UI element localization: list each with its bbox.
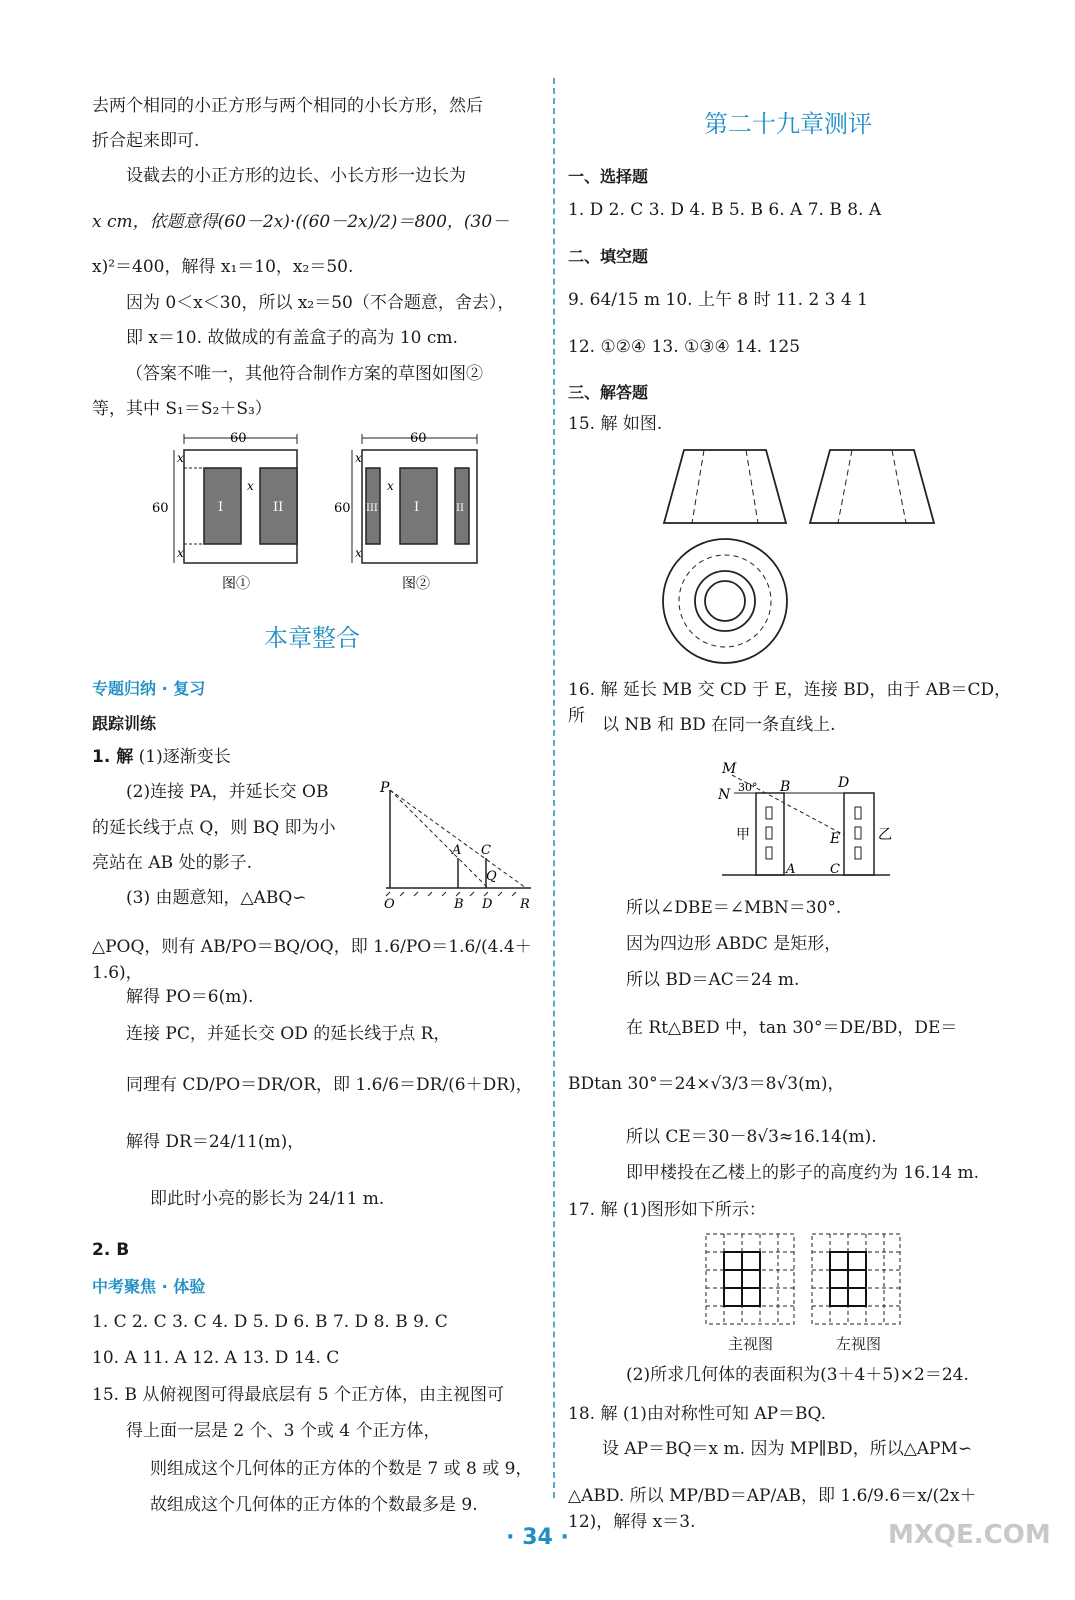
text-line: (3) 由题意知，△ABQ∽ bbox=[126, 888, 307, 908]
fig-label: 60 bbox=[410, 431, 427, 446]
fig-label: x bbox=[177, 451, 184, 465]
column-divider bbox=[553, 78, 555, 1498]
text-line: 设 AP＝BQ＝x m. 因为 MP∥BD，所以△APM∽ bbox=[602, 1439, 973, 1459]
text-line: 18. 解 (1)由对称性可知 AP＝BQ. bbox=[568, 1404, 827, 1424]
answer-line: 2. B bbox=[92, 1240, 130, 1260]
text-line: 同理有 CD/PO＝DR/OR，即 1.6/6＝DR/(6＋DR)， bbox=[126, 1075, 533, 1095]
text-line: 解得 DR＝24/11(m)， bbox=[126, 1132, 305, 1152]
text-line: △ABD. 所以 MP/BD＝AP/AB，即 1.6/9.6＝x/(2x＋12)，解得 x＝3. bbox=[568, 1486, 977, 1532]
three-views-figure bbox=[662, 448, 952, 678]
text-line: 折合起来即可. bbox=[92, 131, 200, 151]
text-line: 所以 BD＝AC＝24 m. bbox=[626, 970, 800, 990]
point-label: Q bbox=[486, 869, 497, 884]
section-heading: 中考聚焦 · 体验 bbox=[92, 1277, 206, 1296]
text-line: (2)所求几何体的表面积为(3＋4＋5)×2＝24. bbox=[626, 1365, 969, 1385]
text-line: 去两个相同的小正方形与两个相同的小长方形，然后 bbox=[92, 96, 483, 116]
watermark: MXQE.COM bbox=[888, 1520, 1051, 1550]
box-net-figures bbox=[152, 430, 512, 600]
fig-label: II bbox=[273, 500, 284, 515]
point-label: C bbox=[481, 843, 491, 858]
shadow-diagram bbox=[376, 780, 536, 910]
fig-label: III bbox=[366, 503, 378, 514]
text-line: 因为 0＜x＜30，所以 x₂＝50（不合题意，舍去）， bbox=[126, 293, 515, 313]
text-line: 即 x＝10. 故做成的有盖盒子的高为 10 cm. bbox=[126, 328, 458, 348]
point-label: A bbox=[786, 862, 796, 877]
fig-label: 60 bbox=[152, 501, 169, 516]
section-heading: 一、选择题 bbox=[568, 167, 649, 186]
answer-line: 1. D 2. C 3. D 4. B 5. B 6. A 7. B 8. A bbox=[568, 200, 882, 220]
figure-caption: 图① bbox=[222, 576, 250, 592]
text-line: 在 Rt△BED 中，tan 30°＝DE/BD，DE＝ bbox=[626, 1018, 958, 1038]
section-heading: 专题归纳 · 复习 bbox=[92, 679, 206, 698]
fig-label: x bbox=[355, 546, 362, 560]
point-label: D bbox=[482, 897, 493, 910]
text-line: x cm，依题意得(60－2x)·((60－2x)/2)＝800，(30－ bbox=[92, 212, 510, 232]
page-number: · 34 · bbox=[506, 1525, 569, 1550]
fig-label: x bbox=[387, 479, 394, 493]
text-line: 即此时小亮的影长为 24/11 m. bbox=[150, 1189, 385, 1209]
chapter-title: 第二十九章测评 bbox=[704, 110, 872, 138]
figure-2 bbox=[334, 431, 477, 592]
text-line: 15. B 从俯视图可得最底层有 5 个正方体，由主视图可 bbox=[92, 1385, 504, 1405]
point-label: A bbox=[452, 843, 462, 858]
building-label: 甲 bbox=[736, 827, 750, 843]
text-line: △POQ，则有 AB/PO＝BQ/OQ，即 1.6/PO＝1.6/(4.4＋1.6)， bbox=[92, 937, 532, 983]
point-label: N bbox=[718, 787, 731, 803]
answer-line: 9. 64/15 m 10. 上午 8 时 11. 2 3 4 1 bbox=[568, 290, 868, 310]
section-heading: 二、填空题 bbox=[568, 247, 649, 266]
fig-label: I bbox=[218, 500, 224, 515]
fig-label: 60 bbox=[334, 501, 351, 516]
text-line: 17. 解 (1)图形如下所示： bbox=[568, 1200, 766, 1220]
point-label: B bbox=[780, 779, 791, 795]
text-line: 得上面一层是 2 个、3 个或 4 个正方体， bbox=[126, 1421, 441, 1441]
view-caption: 主视图 bbox=[728, 1335, 774, 1353]
text-line: 解得 PO＝6(m). bbox=[126, 987, 254, 1007]
grid-views-figure bbox=[704, 1232, 904, 1332]
text-line: （答案不唯一，其他符合制作方案的草图如图② bbox=[126, 364, 483, 384]
text-line: x)²＝400，解得 x₁＝10，x₂＝50. bbox=[92, 257, 354, 277]
point-label: B bbox=[454, 897, 464, 910]
fig-label: I bbox=[414, 500, 420, 515]
point-label: D bbox=[838, 775, 850, 791]
section-heading: 三、解答题 bbox=[568, 383, 649, 402]
text-line: 所以 CE＝30－8√3≈16.14(m). bbox=[626, 1127, 877, 1147]
buildings-figure bbox=[718, 755, 898, 885]
answer-line: 10. A 11. A 12. A 13. D 14. C bbox=[92, 1348, 340, 1368]
chapter-title: 本章整合 bbox=[264, 624, 360, 652]
answer-line: 1. C 2. C 3. C 4. D 5. D 6. B 7. D 8. B 9. C bbox=[92, 1312, 448, 1332]
text-line: 因为四边形 ABDC 是矩形， bbox=[626, 934, 842, 954]
answer-text: (1)逐渐变长 bbox=[138, 747, 231, 767]
text-line: 所以∠DBE＝∠MBN＝30°. bbox=[626, 898, 842, 918]
point-label: C bbox=[830, 862, 840, 877]
text-line: 以 NB 和 BD 在同一条直线上. bbox=[602, 715, 836, 735]
section-heading: 跟踪训练 bbox=[92, 714, 157, 733]
point-label: M bbox=[722, 761, 737, 777]
point-label: R bbox=[520, 897, 530, 910]
figure-1 bbox=[152, 431, 297, 592]
fig-label: x bbox=[247, 479, 254, 493]
text-line: (2)连接 PA，并延长交 OB bbox=[126, 782, 329, 802]
text-line: 等，其中 S₁＝S₂＋S₃） bbox=[92, 399, 272, 419]
fig-label: x bbox=[177, 546, 184, 560]
text-line: 连接 PC，并延长交 OD 的延长线于点 R， bbox=[126, 1024, 451, 1044]
point-label: E bbox=[830, 831, 841, 847]
text-line: 则组成这个几何体的正方体的个数是 7 或 8 或 9， bbox=[150, 1459, 533, 1479]
text-line: 设截去的小正方形的边长、小长方形一边长为 bbox=[126, 166, 466, 186]
text-line: 16. 解 延长 MB 交 CD 于 E，连接 BD，由于 AB＝CD，所 bbox=[568, 680, 1012, 726]
text-line: BDtan 30°＝24×√3/3＝8√3(m)， bbox=[568, 1074, 845, 1094]
text-line: 的延长线于点 Q，则 BQ 即为小 bbox=[92, 818, 336, 838]
text-line: 故组成这个几何体的正方体的个数最多是 9. bbox=[150, 1495, 478, 1515]
text-line: 亮站在 AB 处的影子. bbox=[92, 853, 252, 873]
view-caption: 左视图 bbox=[836, 1335, 882, 1353]
fig-label: II bbox=[456, 503, 464, 514]
answer-line: 12. ①②④ 13. ①③④ 14. 125 bbox=[568, 337, 801, 357]
fig-label: x bbox=[355, 451, 362, 465]
point-label: P bbox=[380, 780, 390, 796]
question-number: 1. 解 bbox=[92, 747, 134, 767]
text-line: 即甲楼投在乙楼上的影子的高度约为 16.14 m. bbox=[626, 1163, 979, 1183]
angle-label: 30° bbox=[738, 781, 758, 794]
figure-caption: 图② bbox=[402, 576, 430, 592]
text-line bbox=[92, 745, 231, 771]
text-line: 15. 解 如图. bbox=[568, 414, 663, 434]
building-label: 乙 bbox=[878, 827, 892, 843]
point-label: O bbox=[384, 897, 395, 910]
fig-label: 60 bbox=[230, 431, 247, 446]
